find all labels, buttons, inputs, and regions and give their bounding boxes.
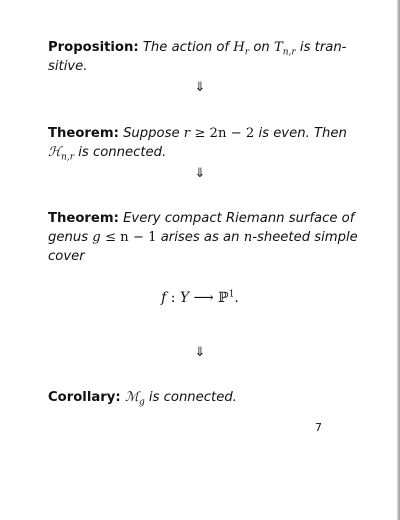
proposition-text-2: on (253, 40, 270, 55)
math-hurwitz-space: ℋ$_{n,r}$ (48, 145, 75, 163)
theorem-1-block (48, 124, 358, 162)
proposition-label: Proposition: (48, 40, 139, 55)
theorem-1-text-3: is connected. (78, 145, 167, 160)
proposition-text-1: The action of (142, 40, 230, 55)
theorem-1-text-1: Suppose (123, 126, 180, 141)
math-inequality-1: ≥ 2n − 2 (194, 126, 255, 141)
theorem-2-text-2: genus (48, 230, 89, 245)
theorem-2-label: Theorem: (48, 211, 119, 226)
math-inequality-2: ≤ n − 1 (104, 230, 157, 245)
corollary-text-1: is connected. (148, 390, 237, 405)
math-r: r (183, 126, 191, 141)
theorem-2-text-3: arises as an (160, 230, 240, 245)
corollary-block (48, 388, 358, 407)
implies-arrow-3: ⇓ (194, 345, 206, 360)
theorem-2-text-4: -sheeted simple (252, 230, 358, 245)
theorem-2-text-1: Every compact Riemann surface of (123, 211, 355, 226)
math-h: $H_r$ (233, 40, 250, 58)
theorem-2-block (48, 209, 358, 266)
math-n: n (243, 230, 253, 245)
display-equation: f : Y ⟶ ℙ$^1$. (161, 289, 239, 306)
theorem-1-text-2: is even. Then (258, 126, 347, 141)
proposition-text-4: sitive. (48, 59, 88, 74)
implies-arrow-1: ⇓ (194, 80, 206, 95)
page-number: 7 (315, 421, 322, 434)
proposition-block (48, 38, 358, 76)
theorem-2-text-5: cover (48, 249, 85, 264)
math-t: $T_{n,r}$ (273, 40, 296, 58)
math-g: g (92, 230, 101, 245)
corollary-label: Corollary: (48, 390, 121, 405)
math-projective-line: ℙ$^1$ (218, 289, 235, 306)
proposition-text-3: is tran- (299, 40, 347, 55)
theorem-1-label: Theorem: (48, 126, 119, 141)
implies-arrow-2: ⇓ (194, 166, 206, 181)
math-moduli-space: ℳ$_g$ (124, 390, 145, 408)
